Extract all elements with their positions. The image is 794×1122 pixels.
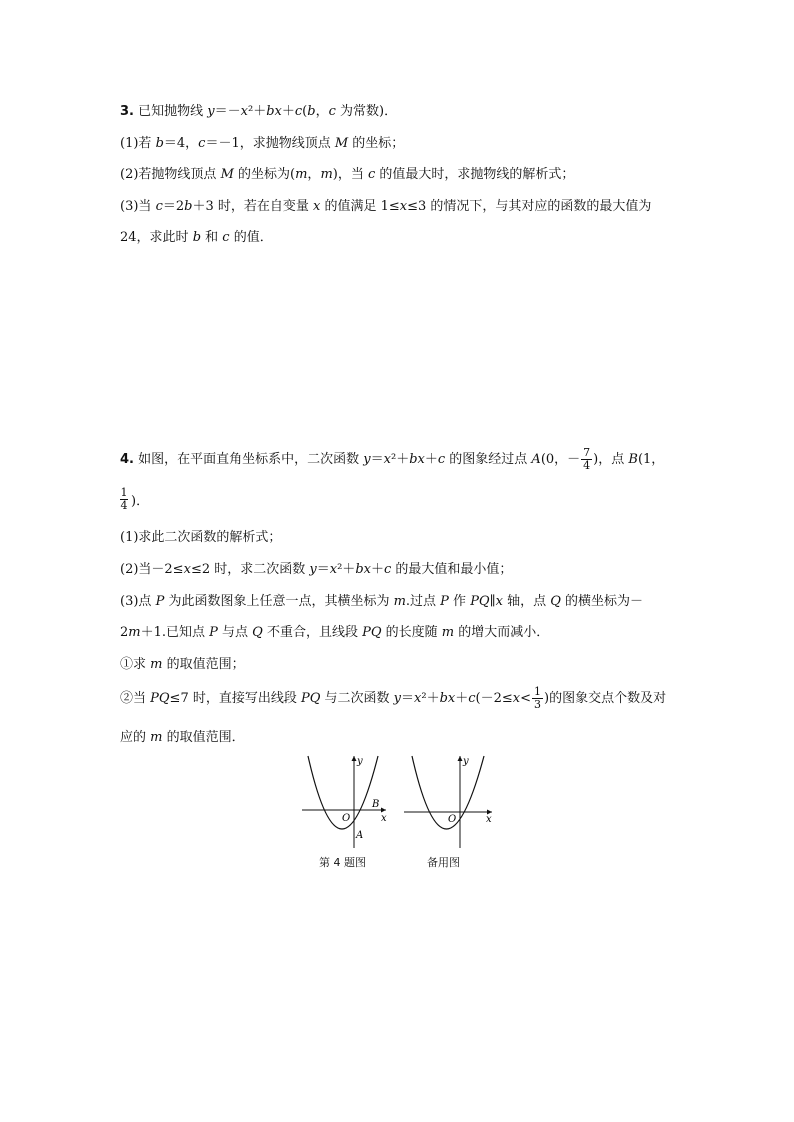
q4-sub2: ②当 PQ≤7 时，直接写出线段 PQ 与二次函数 y＝x²＋bx＋c(－2≤x< $\frac{1}{3}$ )的图象交点个数及对 — [120, 685, 667, 711]
q4-line1: 4. 如图，在平面直角坐标系中，二次函数 y＝x²＋bx＋c 的图象经过点 A(0，－ $\frac{7}{4}$ )，点 B(1， — [120, 446, 665, 472]
y-axis-label: y — [357, 756, 363, 767]
q3-part3: (3)当 c＝2b＋3 时，若在自变量 x 的值满足 1≤x≤3 的情况下，与其对应的函数的最大值为 — [120, 199, 652, 214]
q4-line1-end: )． — [131, 494, 150, 509]
figure-spare-caption: 备用图 — [427, 856, 460, 869]
q4-part2: (2)当－2≤x≤2 时，求二次函数 y＝x²＋bx＋c 的最大值和最小值； — [120, 562, 513, 577]
figure-q4-caption: 第 4 题图 — [319, 856, 366, 869]
q3-part1: (1)若 b＝4，c＝－1，求抛物线顶点 M 的坐标； — [120, 136, 405, 151]
origin-label: O — [342, 813, 351, 824]
y-axis-arrow — [352, 756, 357, 761]
y-axis-arrow — [458, 756, 463, 761]
q3-part3-cont: 24，求此时 b 和 c 的值． — [120, 230, 273, 245]
figure-q4 — [296, 752, 396, 850]
y-axis-label: y — [463, 756, 469, 767]
q4-part1: (1)求此二次函数的解析式； — [120, 530, 282, 545]
point-b-label: B — [372, 799, 380, 810]
q3-line1 — [120, 104, 397, 120]
q4-part3: (3)点 P 为此函数图象上任意一点，其横坐标为 m.过点 P 作 PQ∥x 轴，点 Q 的横坐标为－ — [120, 594, 644, 609]
q3-number: 3. — [120, 104, 134, 119]
q4-sub2-cont: 应的 m 的取值范围． — [120, 730, 245, 745]
fraction-1-3: $\frac{1}{3}$ — [534, 685, 542, 711]
point-a-label: A — [356, 830, 364, 841]
figure-spare — [400, 752, 500, 850]
fraction-7-4: $\frac{7}{4}$ — [583, 446, 591, 472]
origin-label: O — [448, 814, 457, 825]
q3-text: 已知抛物线 y＝－x²＋bx＋c(b，c 为常数)． — [138, 104, 398, 119]
x-axis-label: x — [486, 814, 492, 825]
x-axis-label: x — [381, 813, 387, 824]
q4-number: 4. — [120, 452, 134, 467]
q4-part3-cont: 2m＋1.已知点 P 与点 Q 不重合，且线段 PQ 的长度随 m 的增大而减小． — [120, 625, 550, 640]
fraction-1-4: 1 4 — [120, 486, 128, 512]
q4-sub1: ①求 m 的取值范围； — [120, 657, 245, 672]
x-axis-arrow — [381, 808, 386, 813]
q3-part2: (2)若抛物线顶点 M 的坐标为(m，m)，当 c 的值最大时，求抛物线的解析式； — [120, 167, 575, 182]
